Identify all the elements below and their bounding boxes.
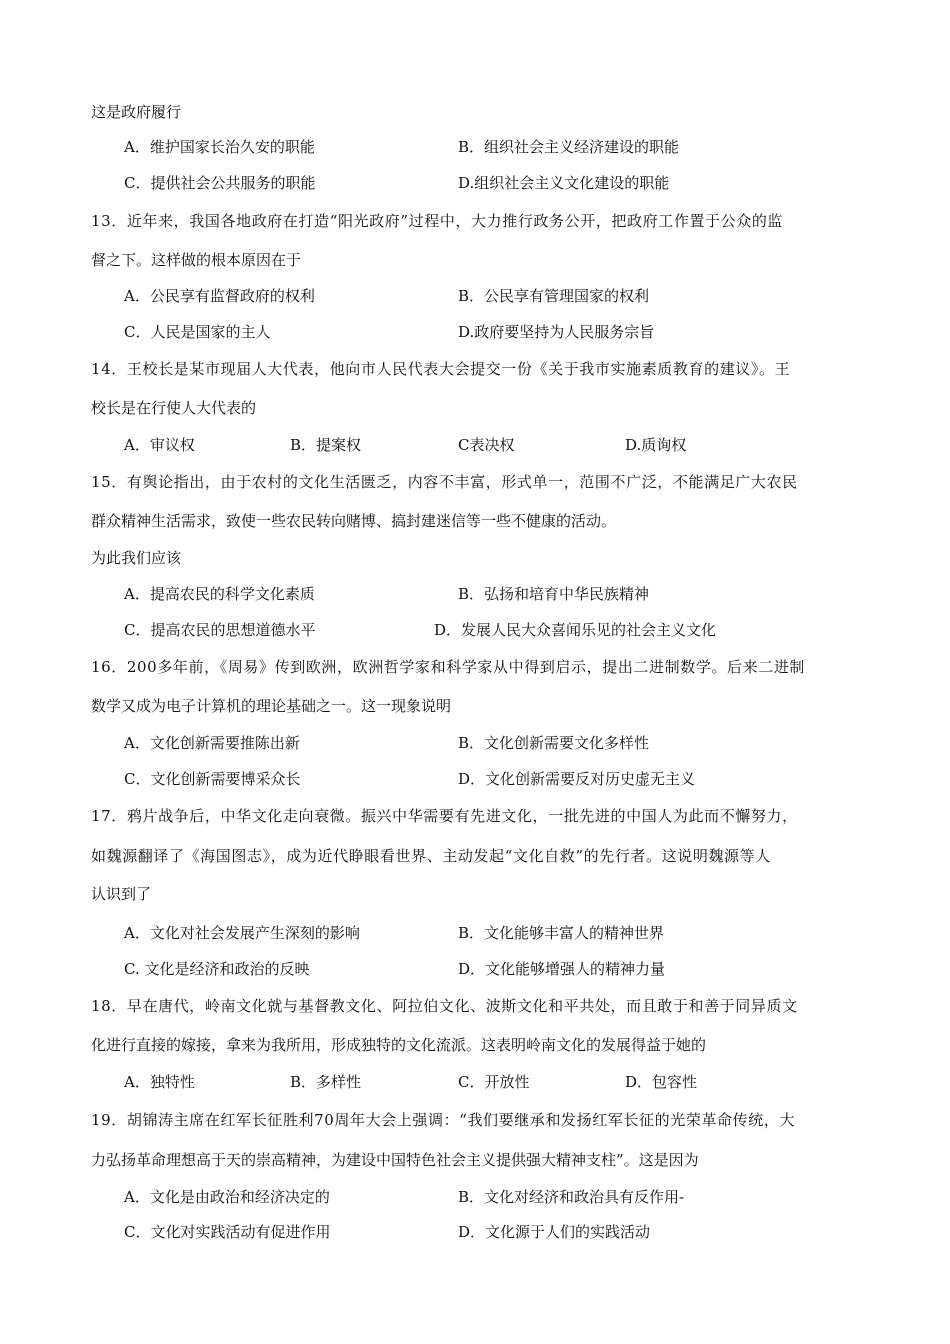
q12-option-a: A．维护国家长治久安的职能 (124, 138, 315, 156)
q17-option-a: A．文化对社会发展产生深刻的影响 (124, 924, 360, 942)
q14-option-c: C表决权 (458, 436, 515, 454)
q14-stem-line-1: 14．王校长是某市现届人大代表，他向市人民代表大会提交一份《关于我市实施素质教育的建议》。王 (91, 360, 791, 378)
q14-stem-line-2: 校长是在行使人大代表的 (91, 399, 257, 417)
q12-option-b: B．组织社会主义经济建设的职能 (458, 138, 680, 156)
q18-option-a: A．独特性 (124, 1073, 195, 1091)
q17-option-c: C. 文化是经济和政治的反映 (124, 960, 310, 978)
q15-stem-line-2: 群众精神生活需求，致使一些农民转向赌博、搞封建迷信等一些不健康的活动。 (91, 512, 617, 530)
q18-stem-line-2: 化进行直接的嫁接，拿来为我所用，形成独特的文化流派。这表明岭南文化的发展得益于她的 (91, 1036, 707, 1054)
question-12-stem-tail: 这是政府履行 (91, 103, 182, 121)
q17-stem-line-2: 如魏源翻译了《海国图志》，成为近代睁眼看世界、主动发起“文化自救”的先行者。这说明魏源等人 (91, 847, 771, 865)
q16-option-d: D．文化创新需要反对历史虚无主义 (458, 770, 696, 788)
q13-stem-line-2: 督之下。这样做的根本原因在于 (91, 251, 302, 269)
q16-option-b: B．文化创新需要文化多样性 (458, 734, 650, 752)
q16-option-c: C．文化创新需要博采众长 (124, 770, 301, 788)
q17-option-d: D．文化能够增强人的精神力量 (458, 960, 666, 978)
q14-option-d: D.质询权 (625, 436, 687, 454)
q14-option-b: B．提案权 (290, 436, 362, 454)
q13-option-c: C．人民是国家的主人 (124, 323, 271, 341)
q19-option-c: C．文化对实践活动有促进作用 (124, 1223, 331, 1241)
q16-option-a: A．文化创新需要推陈出新 (124, 734, 300, 752)
q16-stem-line-2: 数学又成为电子计算机的理论基础之一。这一现象说明 (91, 697, 452, 715)
q14-option-a: A．审议权 (124, 436, 195, 454)
q15-option-d: D．发展人民大众喜闻乐见的社会主义文化 (434, 621, 717, 639)
q19-stem-line-2: 力弘扬革命理想高于天的崇高精神，为建设中国特色社会主义提供强大精神支柱”。这是因为 (91, 1151, 699, 1169)
q12-option-d: D.组织社会主义文化建设的职能 (458, 174, 670, 192)
q15-option-a: A．提高农民的科学文化素质 (124, 585, 315, 603)
q19-option-a: A．文化是由政治和经济决定的 (124, 1188, 330, 1206)
q17-stem-line-1: 17．鸦片战争后，中华文化走向衰微。振兴中华需要有先进文化，一批先进的中国人为此而不懈努力， (91, 807, 798, 825)
q13-stem-line-1: 13．近年来，我国各地政府在打造“阳光政府”过程中，大力推行政务公开，把政府工作置于公众的监 (91, 212, 784, 230)
q17-option-b: B．文化能够丰富人的精神世界 (458, 924, 665, 942)
q13-option-b: B．公民享有管理国家的权利 (458, 287, 650, 305)
q18-option-b: B．多样性 (290, 1073, 362, 1091)
q13-option-d: D.政府要坚持为人民服务宗旨 (458, 323, 655, 341)
q19-stem-line-1: 19．胡锦涛主席在红军长征胜利70周年大会上强调：“我们要继承和发扬红军长征的光荣革命传统，大 (91, 1111, 796, 1129)
q18-option-c: C．开放性 (458, 1073, 530, 1091)
q19-option-b: B．文化对经济和政治具有反作用- (458, 1188, 685, 1206)
q15-option-c: C．提高农民的思想道德水平 (124, 621, 316, 639)
q15-stem-line-1: 15．有舆论指出，由于农村的文化生活匮乏，内容不丰富，形式单一，范围不广泛，不能满足广大农民 (91, 473, 798, 491)
q19-option-d: D．文化源于人们的实践活动 (458, 1223, 651, 1241)
q15-stem-line-3: 为此我们应该 (91, 549, 182, 567)
q12-option-c: C．提供社会公共服务的职能 (124, 174, 316, 192)
q17-stem-line-3: 认识到了 (91, 885, 152, 903)
q18-stem-line-1: 18．早在唐代，岭南文化就与基督教文化、阿拉伯文化、波斯文化和平共处，而且敢于和善于同异质文 (91, 997, 798, 1015)
q13-option-a: A．公民享有监督政府的权利 (124, 287, 315, 305)
q16-stem-line-1: 16．200多年前，《周易》传到欧洲，欧洲哲学家和科学家从中得到启示，提出二进制数学。后来二进制 (91, 658, 806, 676)
q15-option-b: B．弘扬和培育中华民族精神 (458, 585, 650, 603)
q18-option-d: D．包容性 (625, 1073, 698, 1091)
